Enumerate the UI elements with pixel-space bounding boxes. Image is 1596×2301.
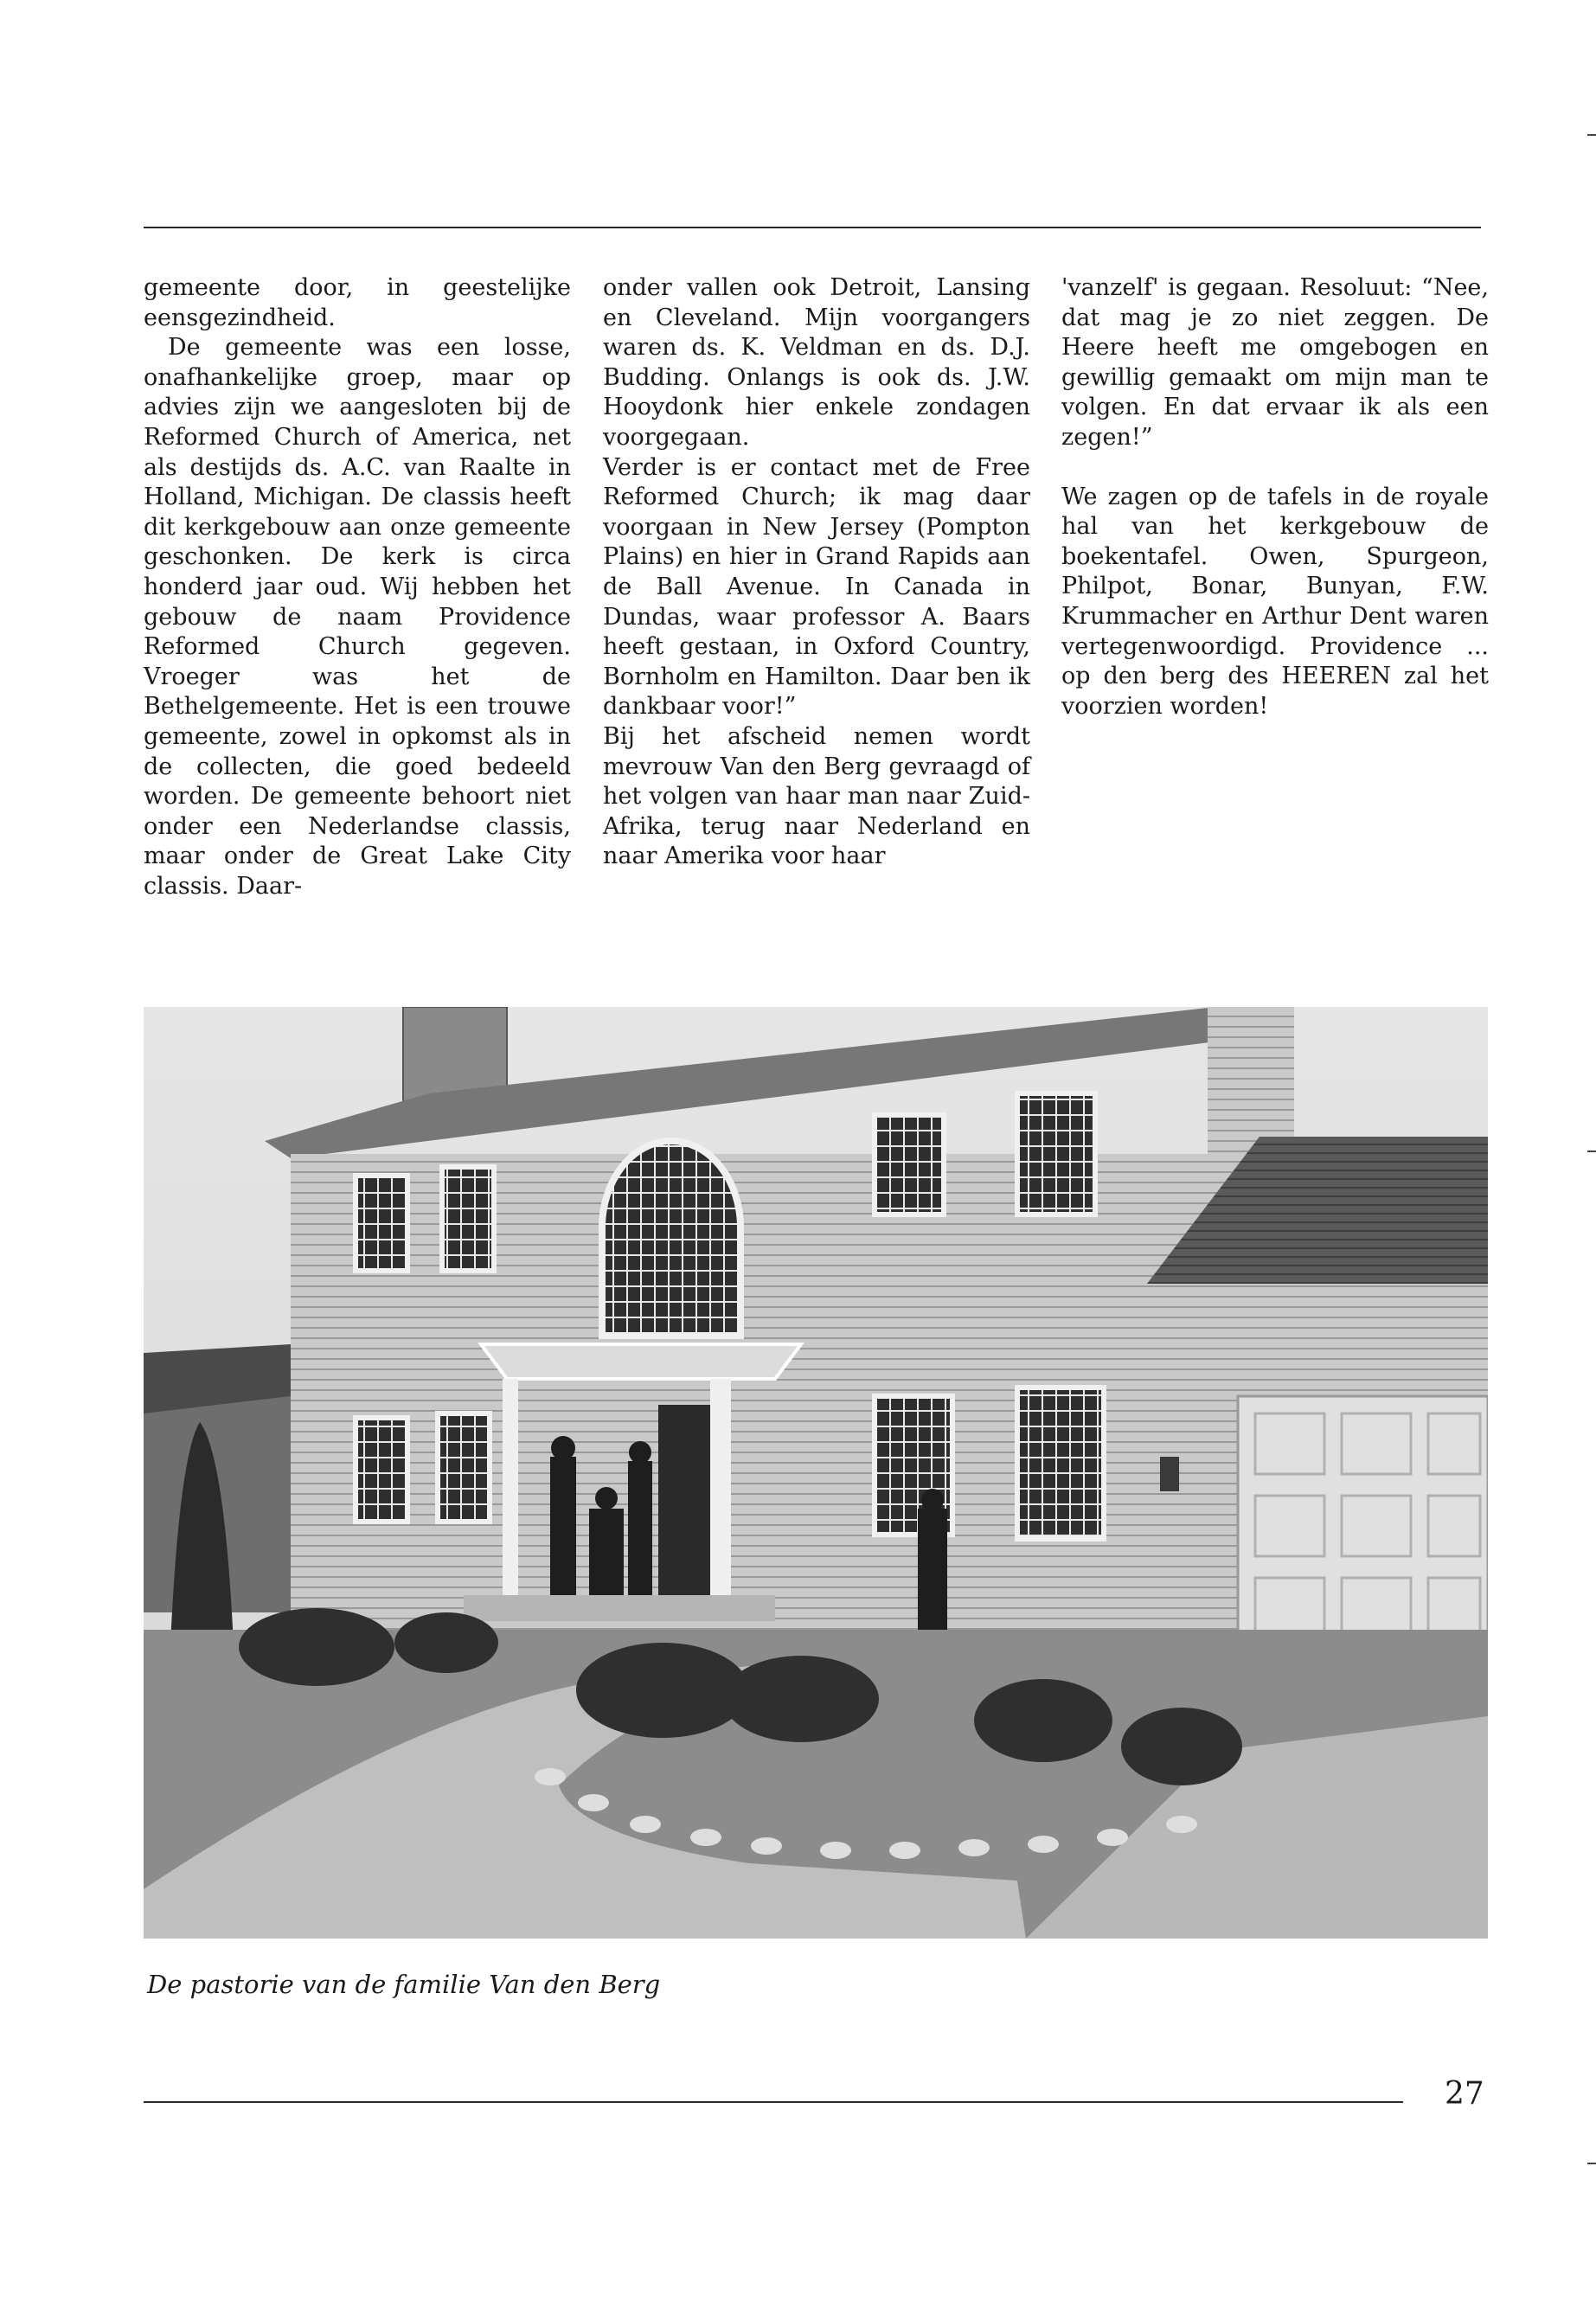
paragraph: De gemeente was een losse, onafhankelijke groep, maar op advies zijn we aangesloten bij de Reformed Church of America, net als destijds ds. A.C. van Raalte in Holland, Michigan. De classis heeft dit kerkgebouw aan onze gemeente geschonken. De kerk is circa honderd jaar oud. Wij hebben het gebouw de naam Providence Reformed Church gegeven. Vroeger was het de Bethelgemeente. Het is een trouwe gemeente, zowel in opkomst als in de collecten, die goed bedeeld worden. De gemeente behoort niet onder een Nederlandse classis, maar onder de Great Lake City classis. Daar- (144, 334, 571, 900)
paragraph: Bij het afscheid nemen wordt mevrouw Van den Berg gevraagd of het volgen van haar man naar Zuid-Afrika, terug naar Nederland en naar Amerika voor haar (603, 722, 1030, 870)
paragraph: We zagen op de tafels in de royale hal van het kerkgebouw de boekentafel. Owen, Spurgeon, Philpot, Bonar, Bunyan, F.W. Krummacher en Arthur Dent waren vertegenwoordigd. Providence ... op den berg des HEEREN zal het voorzien worden! (1061, 483, 1489, 720)
top-rule (144, 227, 1481, 228)
text-column-2 (603, 273, 1030, 872)
crop-mark (1587, 1150, 1596, 1152)
photo-caption: De pastorie van de familie Van den Berg (147, 1970, 661, 1999)
page-number: 27 (1445, 2076, 1484, 2112)
crop-mark (1587, 134, 1596, 136)
text-column-3 (1061, 273, 1489, 721)
paragraph: Verder is er contact met de Free Reformed Church; ik mag daar voorgaan in New Jersey (Pompton Plains) en hier in Grand Rapids aan de Ball Avenue. In Canada in Dundas, waar professor A. Baars heeft gestaan, in Oxford Country, Bornholm en Hamilton. Daar ben ik dankbaar voor!” (603, 453, 1030, 721)
text-column-1 (144, 273, 571, 901)
paragraph: 'vanzelf' is gegaan. Resoluut: “Nee, dat mag je zo niet zeggen. De Heere heeft me omgebogen en gewillig gemaakt om mijn man te volgen. En dat ervaar ik als een zegen!” (1061, 274, 1489, 451)
house-photo (144, 1007, 1488, 1939)
bottom-rule (144, 2101, 1403, 2103)
crop-mark (1587, 2163, 1596, 2164)
paragraph: onder vallen ook Detroit, Lansing en Cleveland. Mijn voorgangers waren ds. K. Veldman en ds. D.J. Budding. Onlangs is ook ds. J.W. Hooydonk hier enkele zondagen voorgegaan. (603, 274, 1030, 451)
paragraph: gemeente door, in geestelijke eensgezindheid. (144, 274, 571, 331)
